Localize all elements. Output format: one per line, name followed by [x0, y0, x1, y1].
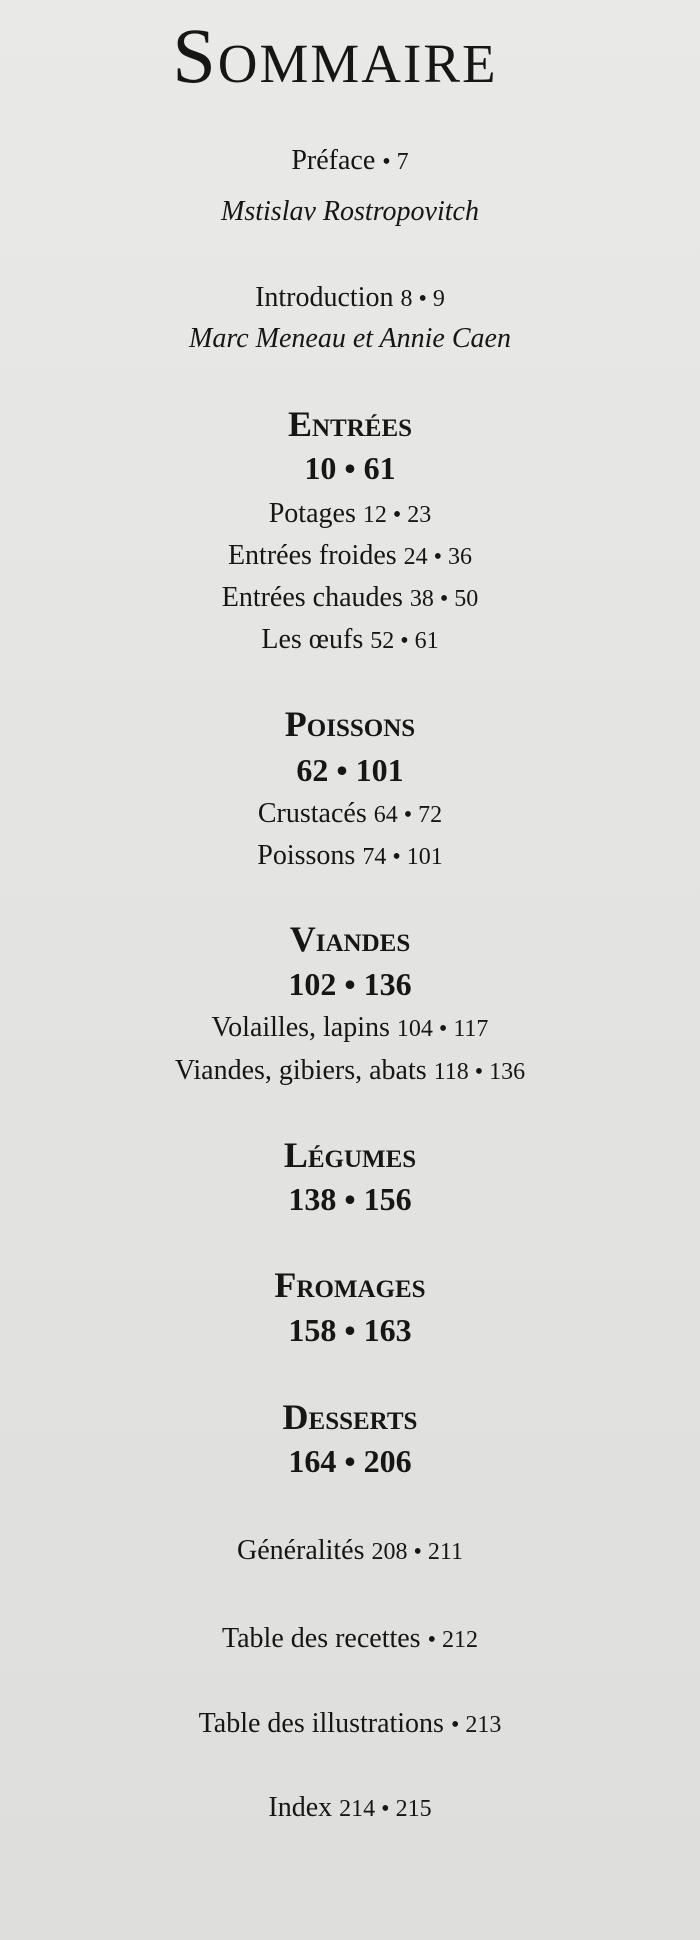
item-label: Volailles, lapins	[211, 1012, 390, 1043]
section-range-viandes: 102 • 136	[288, 966, 412, 1002]
item-pages: 104 • 117	[396, 1016, 489, 1042]
page-title: Sommaire	[172, 12, 498, 99]
section-range-legumes: 138 • 156	[288, 1181, 412, 1217]
item-pages: 52 • 61	[370, 628, 439, 654]
section-title-entrees: Entrées	[287, 404, 413, 444]
section-range-poissons: 62 • 101	[296, 752, 404, 788]
item-pages: 214 • 215	[339, 1796, 432, 1822]
section-range-fromages: 158 • 163	[288, 1312, 412, 1348]
appendix-item-index	[0, 1791, 700, 1826]
item-label: Les œufs	[261, 624, 364, 655]
item-label: Crustacés	[257, 798, 367, 829]
item-label: Table des recettes	[221, 1623, 421, 1654]
item-label: Potages	[268, 498, 356, 529]
list-item	[0, 623, 700, 658]
item-pages: 118 • 136	[433, 1059, 526, 1085]
item-pages: 38 • 50	[409, 586, 479, 612]
list-item	[0, 839, 700, 874]
section-title-viandes: Viandes	[289, 919, 411, 959]
preface-author: Mstislav Rostropovitch	[221, 196, 479, 227]
section-title-legumes: Légumes	[283, 1135, 417, 1175]
section-range-entrees: 10 • 61	[304, 450, 396, 486]
introduction-author: Marc Meneau et Annie Caen	[189, 323, 511, 354]
appendix-item-generalites	[0, 1534, 700, 1569]
item-pages: 74 • 101	[362, 844, 443, 870]
item-label: Généralités	[236, 1535, 365, 1566]
item-label: Index	[268, 1792, 333, 1823]
item-label: Poissons	[257, 840, 356, 871]
introduction-label: Introduction	[255, 282, 394, 313]
list-item	[0, 581, 700, 616]
list-item	[0, 539, 700, 574]
item-pages: 24 • 36	[403, 544, 473, 570]
section-title-fromages: Fromages	[274, 1265, 426, 1305]
section-title-poissons: Poissons	[284, 704, 416, 744]
item-pages: • 212	[427, 1627, 478, 1653]
item-label: Viandes, gibiers, abats	[174, 1055, 427, 1086]
preface-pages: • 7	[382, 149, 409, 175]
item-label: Entrées chaudes	[221, 582, 403, 613]
item-pages: 208 • 211	[371, 1539, 463, 1565]
list-item	[0, 1054, 700, 1089]
preface-label: Préface	[291, 145, 376, 176]
introduction-entry	[0, 281, 700, 316]
appendix-item-table-illustrations	[0, 1707, 700, 1742]
list-item	[0, 797, 700, 832]
item-label: Table des illustrations	[198, 1708, 444, 1739]
list-item	[0, 497, 700, 532]
list-item	[0, 1011, 700, 1046]
introduction-pages: 8 • 9	[400, 286, 445, 312]
appendix-item-table-recettes	[0, 1622, 700, 1657]
preface-entry	[0, 144, 700, 179]
section-title-desserts: Desserts	[282, 1397, 418, 1437]
item-label: Entrées froides	[227, 540, 397, 571]
item-pages: 64 • 72	[373, 802, 443, 828]
item-pages: • 213	[450, 1712, 502, 1738]
item-pages: 12 • 23	[362, 502, 432, 528]
section-range-desserts: 164 • 206	[288, 1443, 412, 1479]
